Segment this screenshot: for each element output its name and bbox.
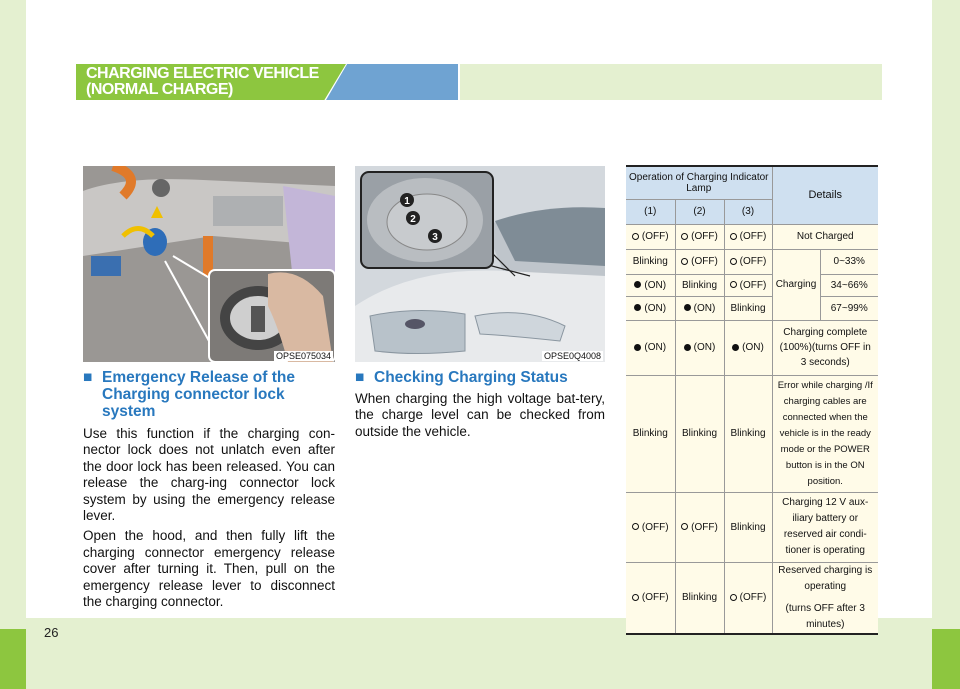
table-row — [626, 375, 878, 492]
table-row — [626, 224, 878, 249]
charging-status-table — [626, 165, 878, 635]
banner-light-block — [460, 64, 882, 100]
lamp-cell: (ON) — [724, 320, 772, 375]
table-row — [626, 562, 878, 634]
lamp-cell: Blinking — [675, 375, 724, 492]
lamp-cell: Blinking — [724, 375, 772, 492]
lamp-off-icon — [632, 594, 639, 601]
section2-bullet: ■ — [355, 369, 365, 386]
detail-cell: Charging complete (100%)(turns OFF in 3 seconds) — [772, 320, 878, 375]
lamp-cell: Blinking — [724, 492, 772, 562]
right-margin-band — [932, 0, 960, 689]
lamp-off-icon — [681, 258, 688, 265]
section1-bullet: ■ — [83, 369, 93, 386]
table-row — [626, 296, 878, 320]
section1-heading-line1: Emergency Release of the — [102, 369, 295, 386]
banner-title — [86, 66, 319, 98]
vehicle-illustration — [355, 166, 605, 362]
lamp-cell: (OFF) — [724, 249, 772, 274]
lamp-cell: (ON) — [626, 320, 675, 375]
lamp-cell: (OFF) — [675, 249, 724, 274]
lamp-cell: (OFF) — [675, 224, 724, 249]
left-margin-band — [0, 0, 26, 689]
banner-title-line2: (NORMAL CHARGE) — [86, 81, 233, 98]
lamp-cell: (OFF) — [626, 562, 675, 634]
lamp-cell: Blinking — [626, 249, 675, 274]
level-cell: 67~99% — [820, 296, 878, 320]
lamp-on-icon — [684, 304, 691, 311]
figure-caption-1: OPSE075034 — [275, 351, 331, 361]
lamp-off-icon — [730, 258, 737, 265]
lamp-cell: (OFF) — [724, 224, 772, 249]
figure-emergency-release — [83, 166, 335, 362]
lamp-cell: Blinking — [675, 562, 724, 634]
table-col-2: (2) — [675, 199, 724, 224]
level-cell: 0~33% — [820, 249, 878, 274]
lamp-on-icon — [634, 304, 641, 311]
detail-line1: Reserved charging is operating — [778, 564, 873, 592]
right-margin-tab — [932, 629, 960, 689]
lamp-cell: (ON) — [675, 320, 724, 375]
lamp-on-icon — [684, 344, 691, 351]
lamp-cell: (OFF) — [724, 562, 772, 634]
table-col-3: (3) — [724, 199, 772, 224]
detail-cell — [772, 562, 878, 634]
lamp-on-icon — [634, 344, 641, 351]
lamp-on-icon — [732, 344, 739, 351]
lamp-on-icon — [634, 281, 641, 288]
section1-paragraph2: Open the hood, and then fully lift the charging connector emergency release cover after turning it. Then, pull on the emergency release lever to disconnect the charging connector. — [83, 528, 335, 610]
level-cell: 34~66% — [820, 274, 878, 296]
figure-caption-2: OPSE0Q4008 — [543, 351, 601, 361]
table-row — [626, 249, 878, 274]
lamp-cell: (ON) — [626, 274, 675, 296]
section-banner — [76, 64, 882, 100]
lamp-cell: Blinking — [675, 274, 724, 296]
table-row — [626, 320, 878, 375]
page-number: 26 — [44, 625, 59, 640]
svg-text:3: 3 — [432, 232, 438, 243]
section1-heading-line3: system — [102, 403, 156, 420]
banner-blue-block — [326, 64, 458, 100]
svg-text:2: 2 — [410, 214, 416, 225]
lamp-off-icon — [681, 233, 688, 240]
lamp-cell: (ON) — [675, 296, 724, 320]
lamp-cell: Blinking — [626, 375, 675, 492]
table-header-operation: Operation of Charging Indicator Lamp — [626, 166, 772, 199]
lamp-cell: (OFF) — [626, 492, 675, 562]
section2-paragraph: When charging the high voltage bat-tery, the charge level can be checked from outside the vehicle. — [355, 391, 605, 439]
table-row — [626, 274, 878, 296]
charging-cell: Charging — [772, 249, 820, 320]
detail-cell: Not Charged — [772, 224, 878, 249]
figure-charging-status — [355, 166, 605, 362]
emergency-release-illustration — [83, 166, 335, 362]
section2-body — [355, 391, 605, 444]
lamp-cell: (OFF) — [626, 224, 675, 249]
section1-body — [83, 426, 335, 614]
svg-text:1: 1 — [404, 196, 410, 207]
lamp-cell: (OFF) — [724, 274, 772, 296]
lamp-off-icon — [730, 281, 737, 288]
table-header-details: Details — [772, 166, 878, 224]
detail-line2: (turns OFF after 3 minutes) — [785, 602, 865, 630]
detail-cell: Error while charging /If charging cables are connected when the vehicle is in the ready mode or the POWER button is in the ON position. — [772, 375, 878, 492]
lamp-off-icon — [730, 233, 737, 240]
section1-heading-line2: Charging connector lock — [102, 386, 285, 403]
banner-title-line1: CHARGING ELECTRIC VEHICLE — [86, 65, 319, 82]
section2-heading-text: Checking Charging Status — [374, 369, 568, 386]
lamp-cell: Blinking — [724, 296, 772, 320]
lamp-cell: (OFF) — [675, 492, 724, 562]
lamp-off-icon — [632, 233, 639, 240]
section1-paragraph1: Use this function if the charging con-nector lock does not unlatch even after the door lock has been released. You can release the charg-ing connector lock system by using the emergency release lever. — [83, 426, 335, 524]
lamp-off-icon — [730, 594, 737, 601]
left-margin-tab — [0, 629, 26, 689]
detail-cell: Charging 12 V aux-iliary battery or reserved air condi-tioner is operating — [772, 492, 878, 562]
lamp-off-icon — [632, 523, 639, 530]
lamp-cell: (ON) — [626, 296, 675, 320]
table-col-1: (1) — [626, 199, 675, 224]
table-row — [626, 492, 878, 562]
lamp-off-icon — [681, 523, 688, 530]
